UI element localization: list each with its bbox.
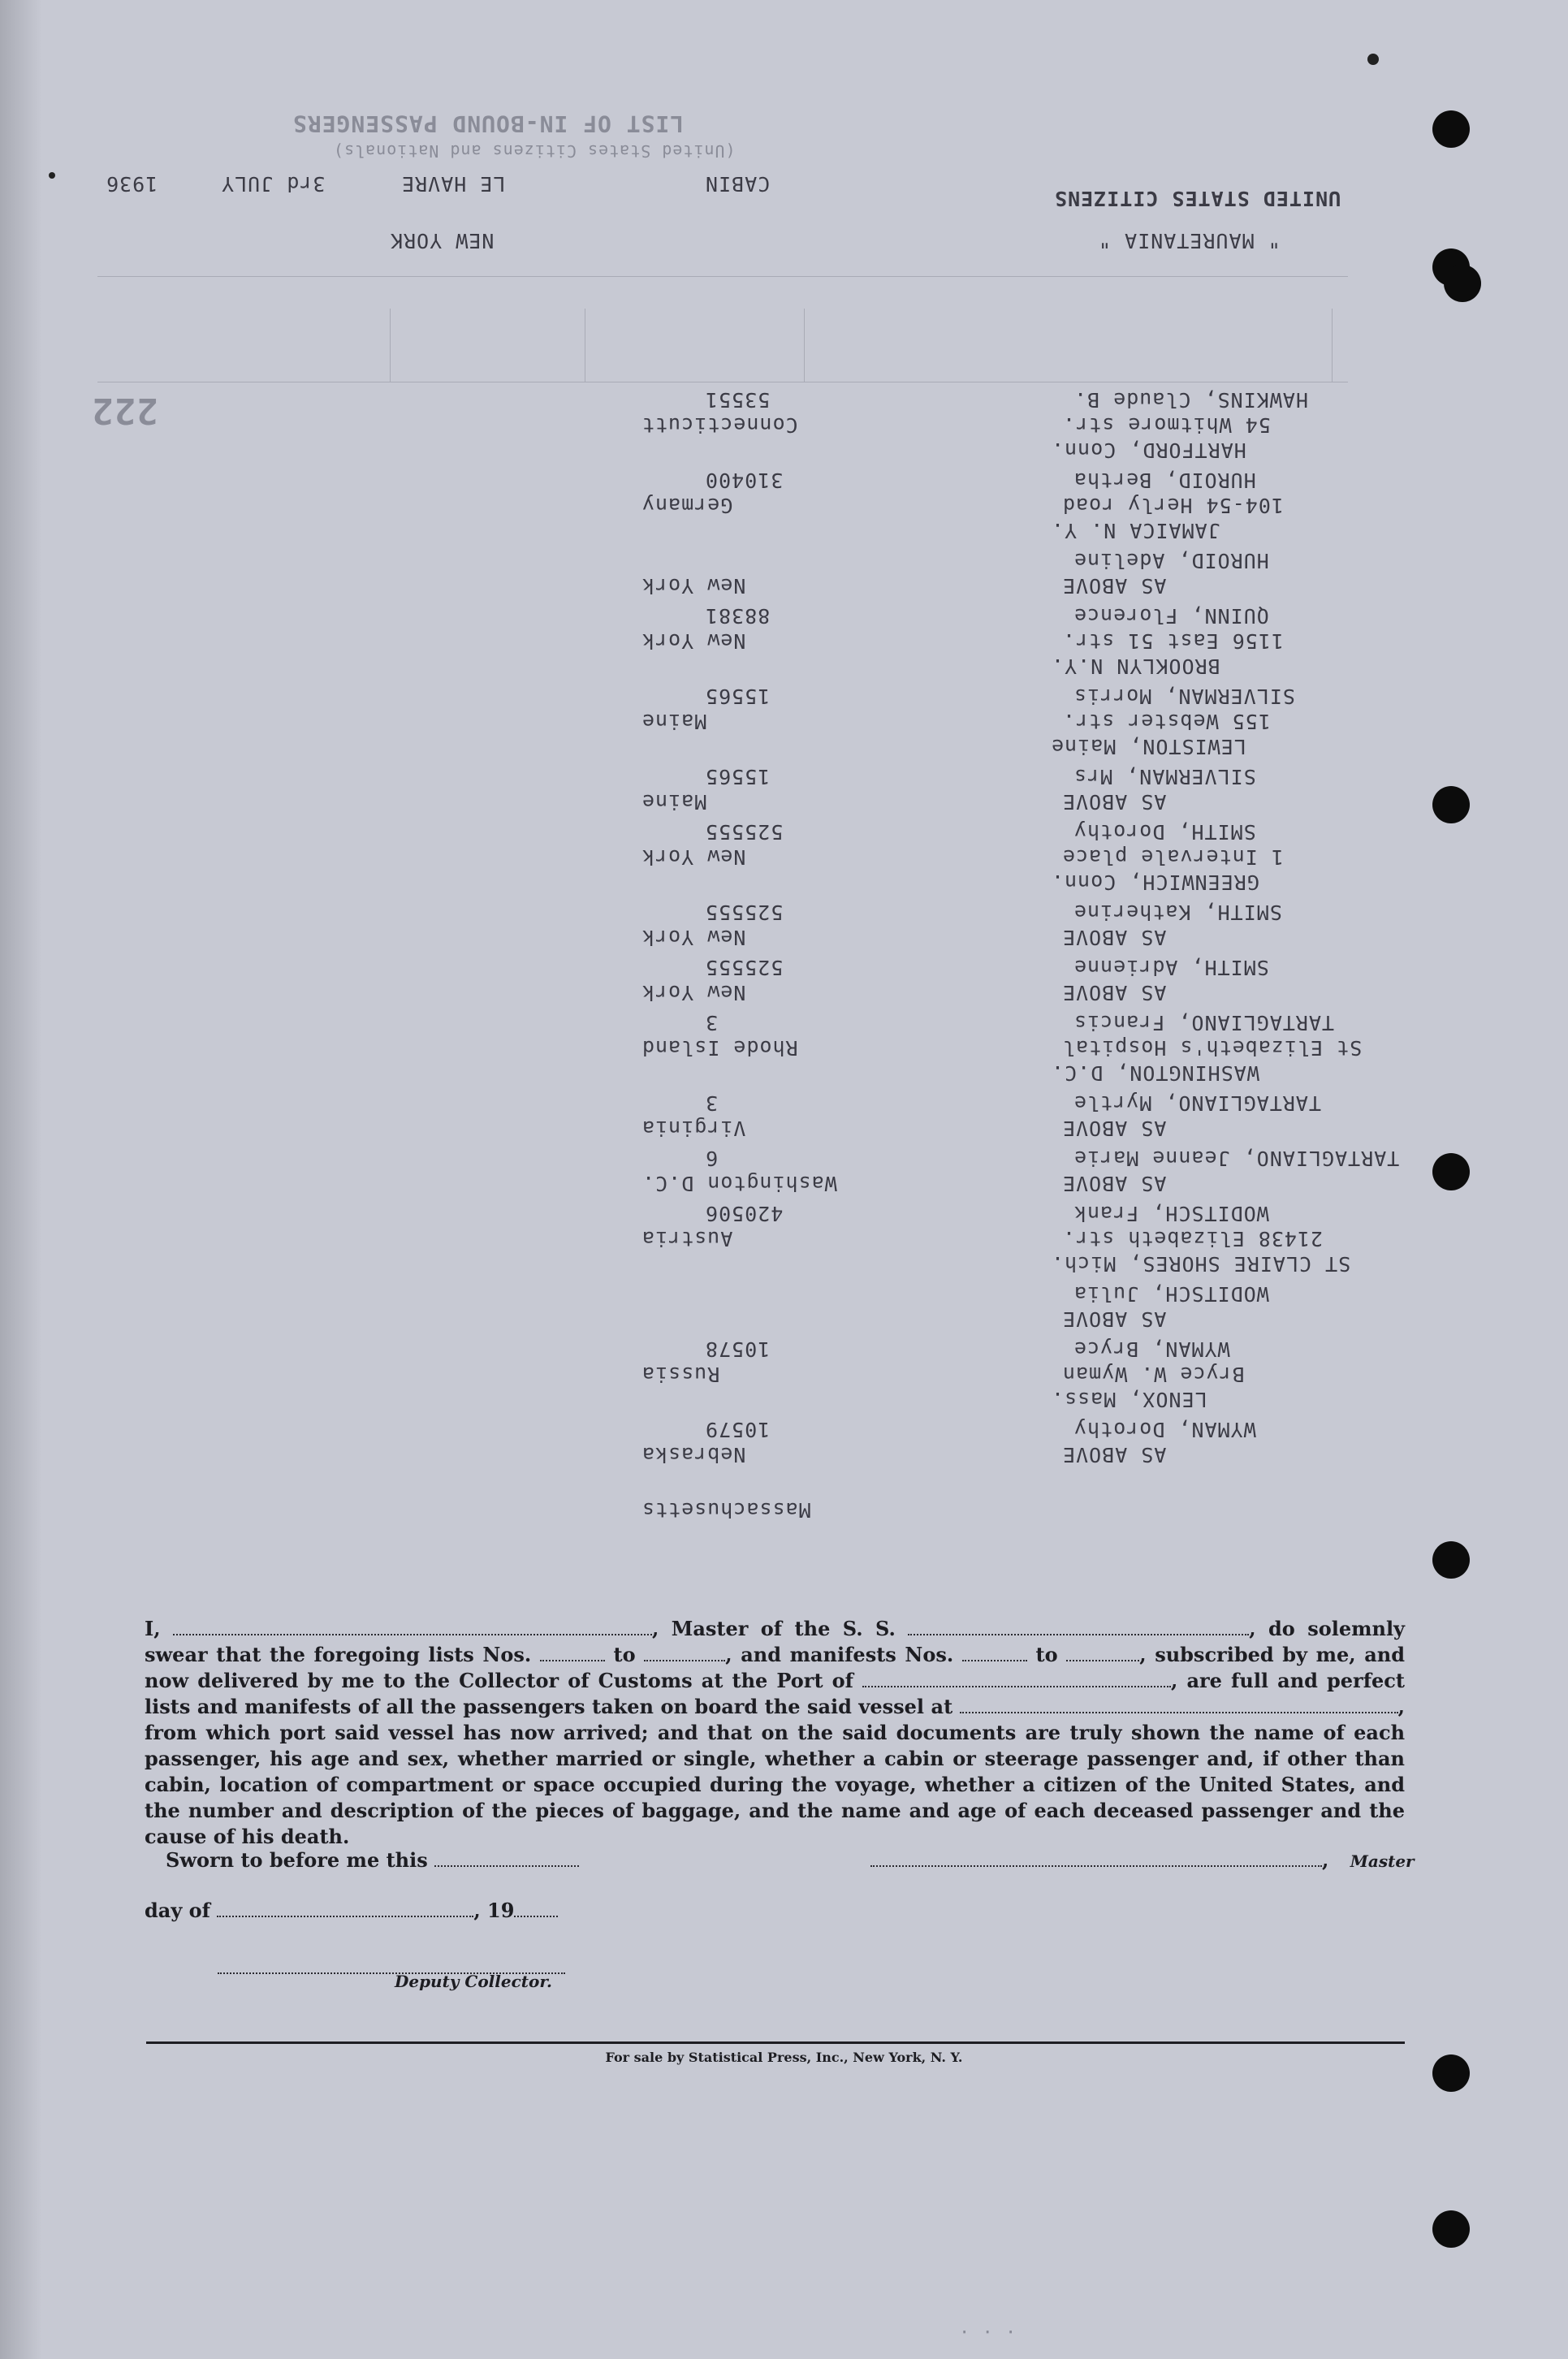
binder-hole xyxy=(1444,265,1481,302)
passport-number: 525555 xyxy=(705,956,784,979)
passenger-name: TARTAGLIANO, Myrtle xyxy=(1073,1091,1321,1115)
passenger-name: WODITSCH, Julia xyxy=(1073,1282,1269,1306)
passenger-address-line: LENOX, Mass. xyxy=(1051,1388,1207,1411)
place-of-birth: New York xyxy=(641,981,746,1005)
bottom-bleed-text: . . . xyxy=(958,2326,1017,2346)
oath-paragraph xyxy=(145,1616,1405,1850)
binder-hole xyxy=(1432,110,1470,148)
passenger-name: TARTAGLIANO, Jeanne Marie xyxy=(1073,1147,1400,1170)
manifest-to-blank xyxy=(1066,1644,1139,1661)
oath-text: manifests of all the passengers taken on board the said vessel at xyxy=(244,1695,953,1718)
century-label: 19 xyxy=(487,1899,515,1922)
place-of-birth: Maine xyxy=(641,710,707,733)
place-of-birth: Connecticutt xyxy=(641,413,798,437)
passenger-address-line: 54 Whitmore str. xyxy=(1062,413,1271,437)
passenger-address-line: AS ABOVE xyxy=(1062,574,1167,598)
passenger-address-line: 155 Webster str. xyxy=(1062,710,1271,733)
passport-number: 88381 xyxy=(705,604,771,628)
deputy-label: Deputy Collector. xyxy=(395,1972,553,1991)
passenger-name: SMITH, Dorothy xyxy=(1073,820,1256,844)
passport-number: 420506 xyxy=(705,1202,784,1225)
sworn-label: Sworn to before me this xyxy=(166,1848,428,1872)
passenger-name: SILVERMAN, Mrs xyxy=(1073,765,1256,788)
passenger-name: SMITH, Adrienne xyxy=(1073,956,1269,979)
passport-number: 310400 xyxy=(705,469,784,492)
place-of-birth: Rhode Island xyxy=(641,1036,798,1060)
passport-number: 525555 xyxy=(705,820,784,844)
place-of-birth: Nebraska xyxy=(641,1443,746,1467)
passport-number: 15565 xyxy=(705,765,771,788)
passport-number: 53551 xyxy=(705,388,771,412)
binder-hole xyxy=(1432,2210,1470,2248)
column-rule xyxy=(1332,309,1333,382)
passport-number: 10578 xyxy=(705,1337,771,1361)
passenger-name: HAWKINS, Claude B. xyxy=(1073,388,1308,412)
master-label: Master xyxy=(1350,1851,1415,1871)
place-of-birth: Virginia xyxy=(641,1117,746,1140)
departure-port: LE HAVRE xyxy=(401,172,506,196)
arrival-date: 3rd JULY xyxy=(221,172,326,196)
place-of-birth: New York xyxy=(641,629,746,653)
passenger-address-line: GREENWICH, Conn. xyxy=(1051,871,1259,894)
place-of-birth: Russia xyxy=(641,1363,720,1386)
passenger-address-line: 1156 East 51 str. xyxy=(1062,629,1284,653)
passenger-address-line: 21438 Elizabeth str. xyxy=(1062,1227,1324,1251)
passenger-address-line: HARTFORD, Conn. xyxy=(1051,439,1246,462)
passenger-address-line: JAMAICA N. Y. xyxy=(1051,519,1220,542)
oath-text: to xyxy=(1035,1643,1058,1666)
binder-hole xyxy=(1432,1541,1470,1579)
passenger-address-line: AS ABOVE xyxy=(1062,1117,1167,1140)
oath-text: , from which xyxy=(145,1695,1406,1744)
passenger-address-line: AS ABOVE xyxy=(1062,790,1167,814)
passenger-name: WYMAN, Dorothy xyxy=(1073,1418,1256,1441)
place-of-birth: Austria xyxy=(641,1227,733,1251)
oath-text: delivered by me to the Collector of Customs at the Port of xyxy=(197,1669,853,1692)
passenger-address-line: AS ABOVE xyxy=(1062,981,1167,1005)
passport-number: 15565 xyxy=(705,685,771,708)
passenger-name: HUROID, Adeline xyxy=(1073,549,1269,572)
arrival-port: NEW YORK xyxy=(390,229,495,253)
ink-speck xyxy=(49,172,55,179)
oath-text: , do solemnly xyxy=(1249,1617,1406,1640)
ink-speck xyxy=(1367,54,1379,65)
vessel-name: " MAURETANIA " xyxy=(1098,229,1281,253)
passenger-address-line: AS ABOVE xyxy=(1062,1307,1167,1331)
passenger-address-line: BROOKLYN N.Y. xyxy=(1051,655,1220,678)
passenger-address-line: WASHINGTON, D.C. xyxy=(1051,1061,1259,1085)
list-from-blank xyxy=(540,1644,605,1661)
vessel-name-blank xyxy=(908,1618,1249,1635)
manifest-from-blank xyxy=(962,1644,1027,1661)
place-of-birth: Washington D.C. xyxy=(641,1172,837,1195)
place-of-birth: New York xyxy=(641,845,746,869)
passenger-name: HUROID, Bertha xyxy=(1073,469,1256,492)
master-signature-line: , Master xyxy=(870,1848,1415,1872)
header-rule xyxy=(97,276,1348,277)
page-number: 222 xyxy=(91,390,158,431)
port-blank xyxy=(862,1670,1171,1687)
list-to-blank xyxy=(644,1644,725,1661)
oath-text: port said vessel has now arrived; and that on the said documents are truly shown the name of each passenger, his age and sex, whether married or single, whether a cabin or steerage passenger and, if other than cabin, location of compartment or space occupied during the voyage, whether a citizen of the United States, and the number and description of the pieces of baggage, and the name and age of each deceased passenger and the cause of his death. xyxy=(145,1721,1406,1848)
sworn-date-blank xyxy=(434,1849,579,1867)
place-of-birth: Germany xyxy=(641,494,733,517)
form-subtitle: (United States Citizens and Nationals) xyxy=(333,141,736,161)
oath-text: , and manifests Nos. xyxy=(725,1643,954,1666)
passenger-class: CABIN xyxy=(705,172,771,196)
day-line: day of , 19 xyxy=(145,1899,558,1922)
footer-rule xyxy=(146,2041,1405,2044)
passenger-name: WODITSCH, Frank xyxy=(1073,1202,1269,1225)
passenger-address-line: LEWISTON, Maine xyxy=(1051,735,1246,758)
year-blank xyxy=(514,1899,558,1917)
binder-hole xyxy=(1432,1153,1470,1190)
passenger-address-line: AS ABOVE xyxy=(1062,1172,1167,1195)
passport-number: 10579 xyxy=(705,1418,771,1441)
master-name-blank xyxy=(173,1618,652,1635)
printer-credit: For sale by Statistical Press, Inc., New York, N. Y. xyxy=(605,2050,963,2065)
passenger-name: TARTAGLIANO, Francis xyxy=(1073,1011,1335,1035)
oath-text: to xyxy=(613,1643,636,1666)
departure-port-blank xyxy=(960,1696,1398,1713)
sworn-line xyxy=(166,1848,579,1872)
passenger-address-line: AS ABOVE xyxy=(1062,926,1167,949)
passport-number: 525555 xyxy=(705,901,784,924)
passenger-address-line: Bryce W. Wyman xyxy=(1062,1363,1245,1386)
passport-number: 6 xyxy=(705,1147,719,1170)
master-signature-blank xyxy=(870,1849,1322,1867)
oath-text: I, xyxy=(145,1617,161,1640)
passenger-address-line: St Elizabeth's Hospital xyxy=(1062,1036,1363,1060)
day-blank xyxy=(217,1899,473,1917)
oath-text: , subscribed by me, and now xyxy=(145,1643,1406,1692)
oath-text: , are full and perfect lists and xyxy=(145,1669,1405,1718)
passenger-address-line: AS ABOVE xyxy=(1062,1443,1167,1467)
place-of-birth: Maine xyxy=(641,790,707,814)
oath-text: , Master of the S. S. xyxy=(652,1617,896,1640)
binder-hole xyxy=(1432,786,1470,823)
passenger-address-line: 104-54 Herly road xyxy=(1062,494,1284,517)
passenger-name: SMITH, Katherine xyxy=(1073,901,1282,924)
form-title: LIST OF IN-BOUND PASSENGERS xyxy=(292,110,685,137)
section-heading: UNITED STATES CITIZENS xyxy=(1054,187,1341,210)
passport-number: 3 xyxy=(705,1091,719,1115)
place-of-birth: Massachusetts xyxy=(641,1498,811,1522)
column-rule xyxy=(390,309,391,382)
oath-text: swear that the foregoing lists Nos. xyxy=(145,1643,532,1666)
passenger-address-line: 1 Intervale place xyxy=(1062,845,1284,869)
passenger-name: WYMAN, Bryce xyxy=(1073,1337,1230,1361)
place-of-birth: New York xyxy=(641,574,746,598)
passenger-name: SILVERMAN, Morris xyxy=(1073,685,1295,708)
passenger-name: QUINN, Florence xyxy=(1073,604,1269,628)
column-rule xyxy=(804,309,805,382)
place-of-birth: New York xyxy=(641,926,746,949)
passenger-address-line: ST CLAIRE SHORES, Mich. xyxy=(1051,1252,1351,1276)
arrival-year: 1936 xyxy=(106,172,158,196)
passport-number: 3 xyxy=(705,1011,719,1035)
day-label: day of xyxy=(145,1899,210,1922)
